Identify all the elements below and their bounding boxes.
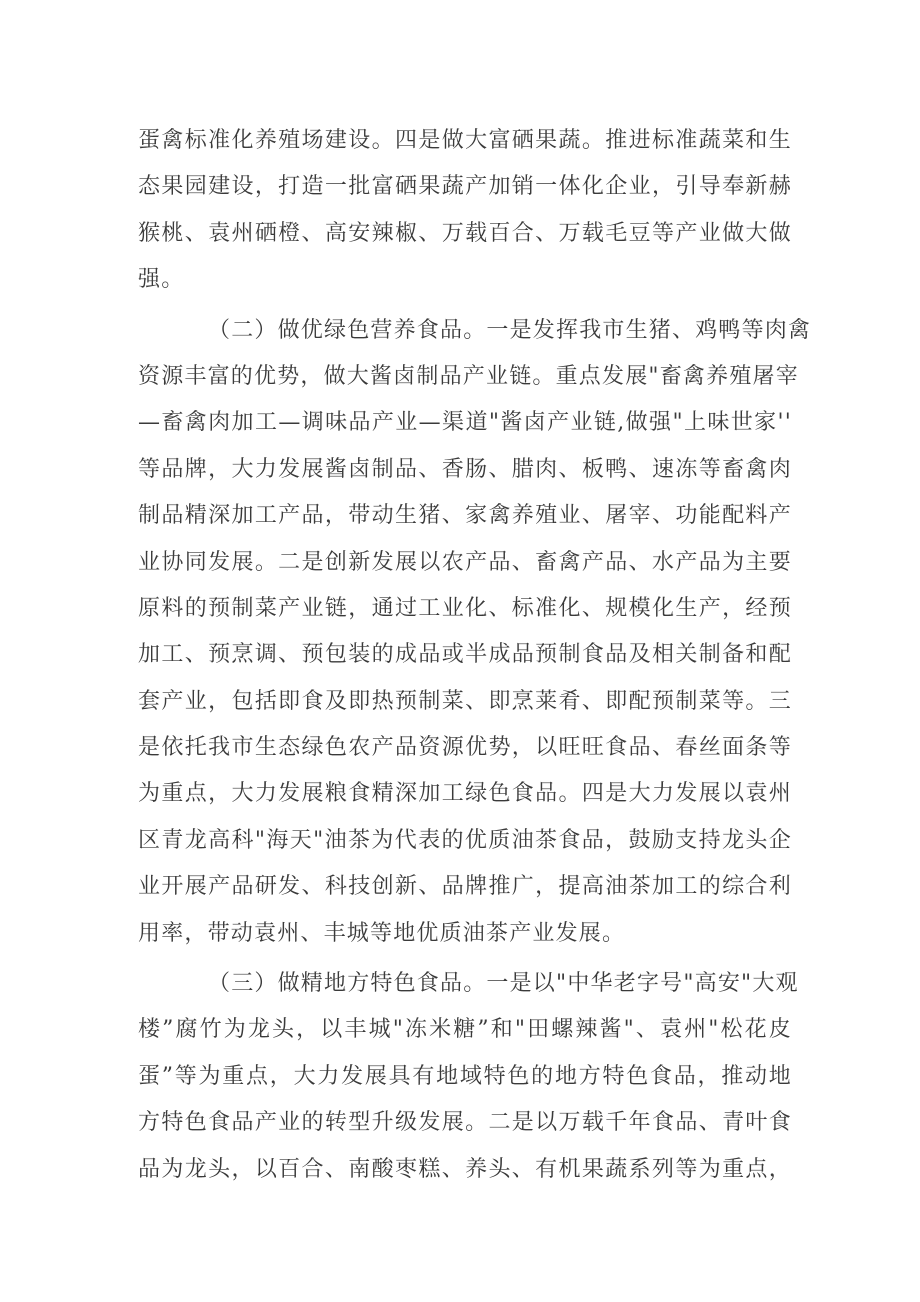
text-line: 强。 — [138, 267, 185, 293]
text-line: 资源丰富的优势，做大酱卤制品产业链。重点发展"畜禽养殖屠宰 — [138, 363, 799, 389]
text-line: 蛋禽标准化养殖场建设。四是做大富硒果蔬。推进标准蔬菜和生 — [138, 128, 792, 153]
text-line: 为重点，大力发展粮食精深加工绿色食品。四是大力发展以袁州 — [138, 781, 792, 807]
text-line: 套产业，包括即食及即热预制菜、即烹莱肴、即配预制菜等。三 — [138, 688, 792, 714]
text-line: —畜禽肉加工—调味品产业—渠道"酱卤产业链,做强"上味世家'' — [138, 410, 792, 436]
text-line: 业协同发展。二是创新发展以农产品、畜禽产品、水产品为主要 — [138, 549, 792, 575]
text-line: 楼”腐竹为龙头，以丰城"冻米糖”和"田螺辣酱"、袁州"松花皮 — [138, 1017, 792, 1043]
paragraph-local-specialty-food — [138, 967, 799, 1199]
text-line: 制品精深加工产品，带动生猪、家禽养殖业、屠宰、功能配料产 — [138, 503, 792, 529]
text-line: 业开展产品研发、科技创新、品牌推广，提高油茶加工的综合利 — [138, 874, 792, 900]
text-line: 原料的预制菜产业链，通过工业化、标准化、规模化生产，经预 — [138, 595, 792, 621]
text-line: 猴桃、袁州硒橙、高安辣椒、万载百合、万载毛豆等产业做大做 — [138, 220, 792, 246]
section-heading-line: （三）做精地方特色食品。一是以"中华老字号"高安"大观 — [208, 971, 799, 997]
paragraph-fruit-vegetables-continued — [138, 124, 792, 310]
document-body — [138, 124, 812, 1199]
text-line: 态果园建设，打造一批富硒果蔬产加销一体化企业，引导奉新赫 — [138, 174, 792, 200]
text-line: 区青龙高科"海天"油茶为代表的优质油茶食品，鼓励支持龙头企 — [138, 827, 792, 853]
text-line: 蛋”等为重点，大力发展具有地域特色的地方特色食品，推动地 — [138, 1063, 792, 1089]
paragraph-green-nutrition-food — [138, 314, 812, 963]
text-line: 方特色食品产业的转型升级发展。二是以万载千年食品、青叶食 — [138, 1110, 792, 1136]
text-line: 是依托我市生态绿色农产品资源优势，以旺旺食品、春丝面条等 — [138, 735, 792, 761]
section-heading-line: （二）做优绿色营养食品。一是发挥我市生猪、鸡鸭等肉禽 — [208, 317, 812, 343]
text-line: 用率，带动袁州、丰城等地优质油茶产业发展。 — [138, 920, 626, 946]
text-line: 品为龙头，以百合、南酸枣糕、养头、有机果蔬系列等为重点， — [138, 1156, 792, 1182]
text-line: 等品牌，大力发展酱卤制品、香肠、腊肉、板鸭、速冻等畜禽肉 — [138, 456, 792, 482]
text-line: 加工、预烹调、预包装的成品或半成品预制食品及相关制备和配 — [138, 642, 792, 668]
